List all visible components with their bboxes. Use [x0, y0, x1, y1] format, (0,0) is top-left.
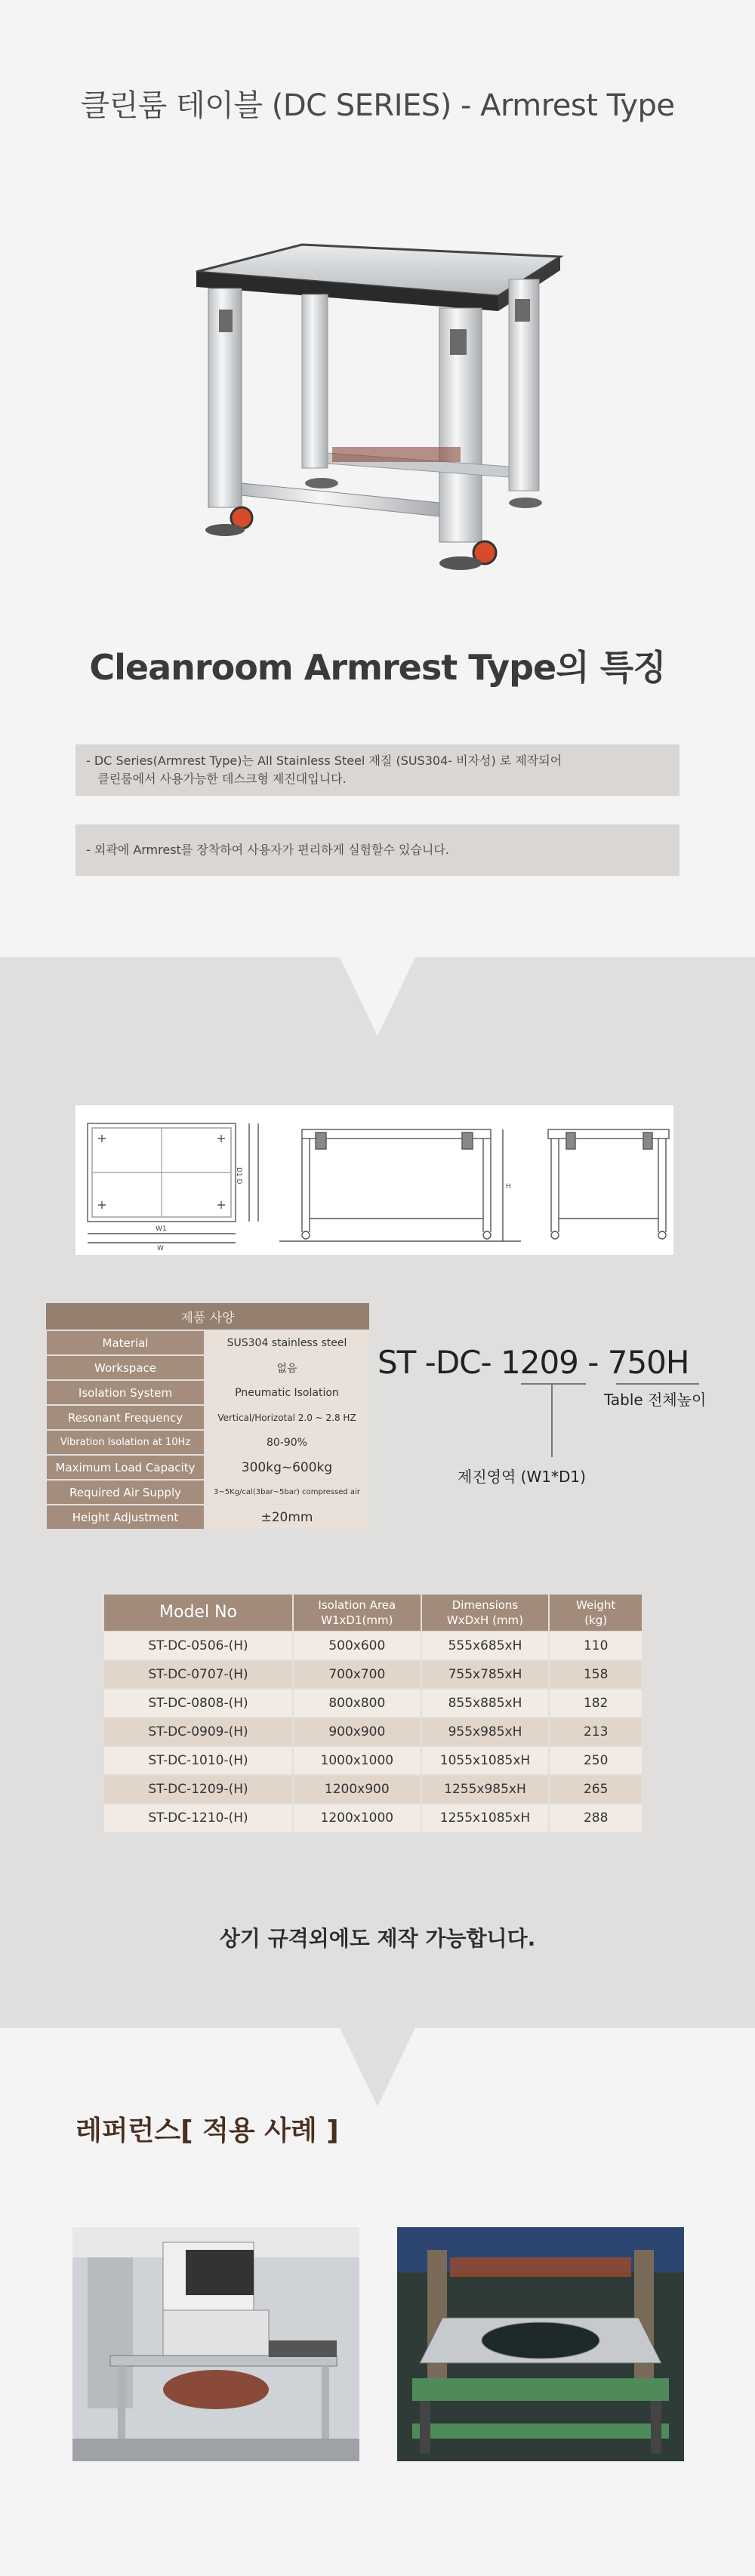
spec-value: 300kg~600kg: [205, 1455, 369, 1480]
cell-area: 700x700: [293, 1660, 421, 1689]
feature-note-1-line1: - DC Series(Armrest Type)는 All Stainless Steel 재질 (SUS304- 비자성) 로 제작되어: [86, 753, 562, 768]
cell-model: ST-DC-0909-(H): [103, 1718, 293, 1746]
col-isolation-area-l2: W1xD1(mm): [321, 1613, 393, 1627]
spec-label: Maximum Load Capacity: [46, 1455, 205, 1480]
side-view-drawing: [548, 1129, 669, 1239]
section-divider-arrow: [340, 2028, 415, 2106]
cell-weight: 265: [549, 1775, 643, 1804]
custom-order-note: 상기 규격외에도 제작 가능합니다.: [219, 1926, 536, 1951]
code-area-underline: [521, 1383, 586, 1385]
dim-h-label: H: [506, 1183, 511, 1191]
cell-model: ST-DC-0808-(H): [103, 1689, 293, 1718]
section-divider-arrow: [340, 957, 415, 1036]
cell-weight: 288: [549, 1804, 643, 1832]
table-row: [46, 1480, 369, 1505]
product-image: [174, 226, 581, 574]
spec-label: Workspace: [46, 1355, 205, 1380]
spec-value: Vertical/Horizotal 2.0 ~ 2.8 HZ: [205, 1405, 369, 1430]
dim-w1-label: W1: [156, 1225, 167, 1233]
reference-title: 레퍼런스[ 적용 사례 ]: [76, 2115, 339, 2146]
spec-table: [45, 1303, 370, 1530]
page-title: 클린룸 테이블 (DC SERIES) - Armrest Type: [80, 88, 675, 123]
cell-area: 1200x900: [293, 1775, 421, 1804]
spec-table-header: 제품 사양: [46, 1303, 369, 1330]
col-weight: [549, 1594, 643, 1632]
model-table: [103, 1593, 643, 1833]
col-isolation-area: [293, 1594, 421, 1632]
table-row: [46, 1355, 369, 1380]
table-row: [46, 1430, 369, 1455]
model-code: ST -DC- 1209 - 750H: [378, 1344, 689, 1381]
dim-w-label: W: [157, 1245, 164, 1253]
spec-value: ±20mm: [205, 1505, 369, 1530]
spec-label: Vibration Isolation at 10Hz: [46, 1430, 205, 1455]
cell-weight: 250: [549, 1746, 643, 1775]
cell-dim: 555x685xH: [421, 1632, 550, 1660]
cell-dim: 955x985xH: [421, 1718, 550, 1746]
table-row: [46, 1405, 369, 1430]
table-row: [103, 1689, 643, 1718]
col-model-no: Model No: [103, 1594, 293, 1632]
table-row: [103, 1775, 643, 1804]
spec-label: Resonant Frequency: [46, 1405, 205, 1430]
table-row: [46, 1330, 369, 1355]
spec-value: 3~5Kg/cal(3bar~5bar) compressed air: [205, 1480, 369, 1505]
top-view-drawing: [88, 1123, 258, 1243]
spec-value: SUS304 stainless steel: [205, 1330, 369, 1355]
table-row: [46, 1455, 369, 1480]
dim-d-label: D1 D: [235, 1167, 242, 1185]
cell-area: 500x600: [293, 1632, 421, 1660]
feature-note-1-line2: 클린룸에서 사용가능한 데스크형 제진대입니다.: [86, 772, 347, 786]
reference-photo-2: [397, 2227, 684, 2461]
spec-value: 없음: [205, 1355, 369, 1380]
cell-model: ST-DC-1209-(H): [103, 1775, 293, 1804]
cell-area: 900x900: [293, 1718, 421, 1746]
cell-model: ST-DC-0506-(H): [103, 1632, 293, 1660]
col-dimensions: [421, 1594, 550, 1632]
feature-note-1: [76, 744, 680, 796]
cell-model: ST-DC-1010-(H): [103, 1746, 293, 1775]
feature-note-2: - 외곽에 Armrest를 장착하여 사용자가 편리하게 실험할수 있습니다.: [76, 824, 680, 876]
cell-dim: 855x885xH: [421, 1689, 550, 1718]
col-dimensions-l2: WxDxH (mm): [446, 1613, 524, 1627]
cell-weight: 213: [549, 1718, 643, 1746]
cell-weight: 110: [549, 1632, 643, 1660]
cell-dim: 1055x1085xH: [421, 1746, 550, 1775]
reference-photo-1: [72, 2227, 359, 2461]
col-weight-l1: Weight: [576, 1598, 616, 1612]
area-note: 제진영역 (W1*D1): [458, 1468, 586, 1486]
cell-dim: 1255x985xH: [421, 1775, 550, 1804]
table-row: [103, 1746, 643, 1775]
table-row: [103, 1718, 643, 1746]
spec-label: Height Adjustment: [46, 1505, 205, 1530]
cell-dim: 755x785xH: [421, 1660, 550, 1689]
cell-model: ST-DC-0707-(H): [103, 1660, 293, 1689]
cell-dim: 1255x1085xH: [421, 1804, 550, 1832]
cell-weight: 182: [549, 1689, 643, 1718]
height-note: Table 전체높이: [604, 1391, 707, 1409]
cell-area: 800x800: [293, 1689, 421, 1718]
table-row: [46, 1505, 369, 1530]
col-isolation-area-l1: Isolation Area: [318, 1598, 396, 1612]
cell-area: 1000x1000: [293, 1746, 421, 1775]
table-row: [103, 1804, 643, 1832]
front-view-drawing: [279, 1129, 521, 1241]
col-dimensions-l1: Dimensions: [451, 1598, 519, 1612]
table-row: [103, 1660, 643, 1689]
code-area-leader: [551, 1385, 553, 1457]
code-height-underline: [616, 1383, 699, 1385]
col-weight-l2: (kg): [584, 1613, 608, 1627]
spec-value: 80-90%: [205, 1430, 369, 1455]
cell-area: 1200x1000: [293, 1804, 421, 1832]
spec-label: Material: [46, 1330, 205, 1355]
spec-value: Pneumatic Isolation: [205, 1380, 369, 1405]
table-row: [103, 1632, 643, 1660]
cell-model: ST-DC-1210-(H): [103, 1804, 293, 1832]
feature-title: Cleanroom Armrest Type의 특징: [89, 647, 666, 688]
spec-label: Required Air Supply: [46, 1480, 205, 1505]
cell-weight: 158: [549, 1660, 643, 1689]
technical-drawings: [76, 1105, 673, 1255]
table-row: [46, 1380, 369, 1405]
spec-label: Isolation System: [46, 1380, 205, 1405]
